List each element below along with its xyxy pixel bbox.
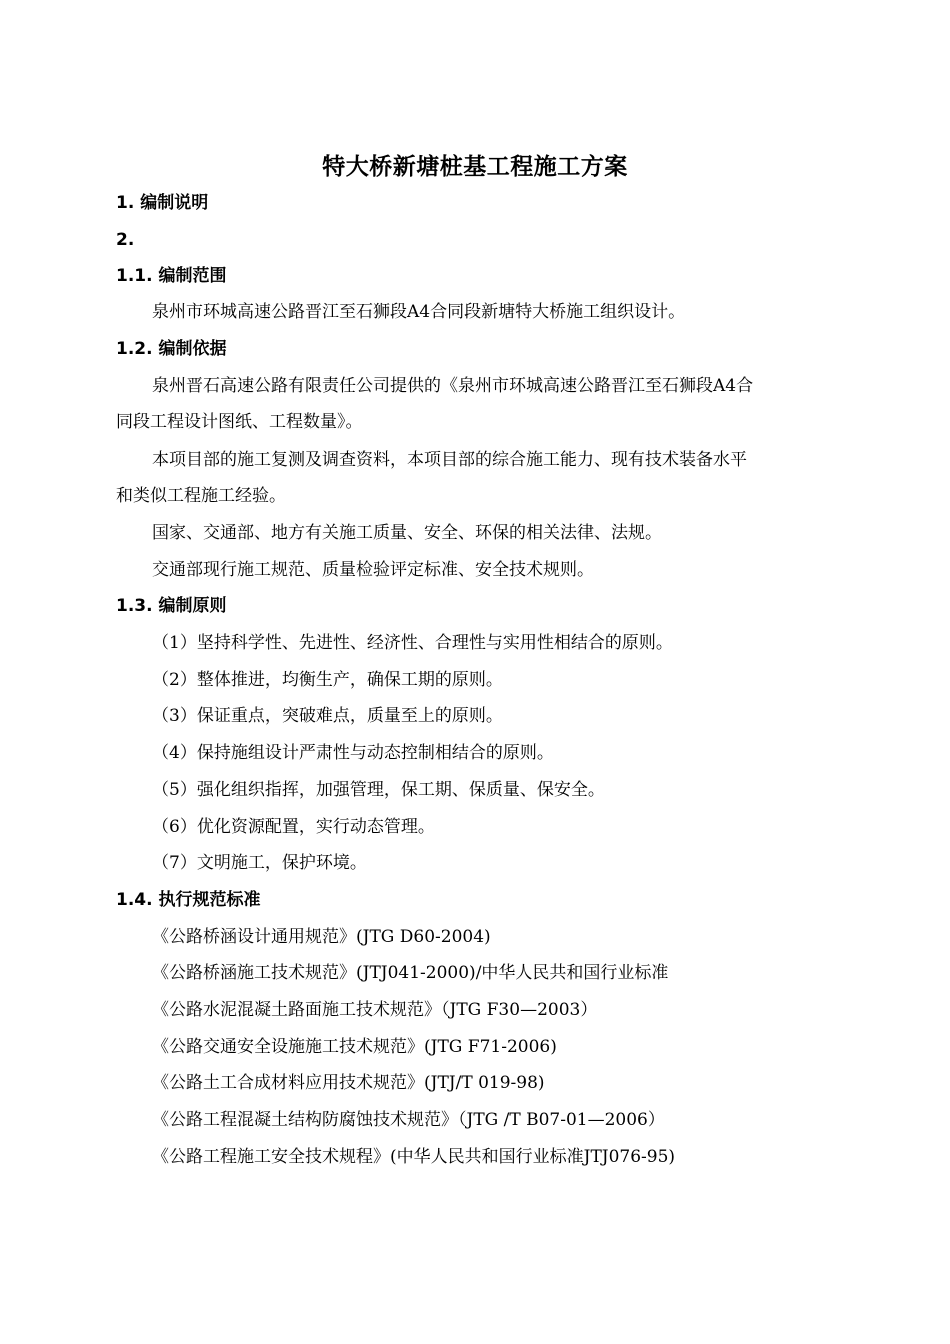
heading-1-3: 1.3. 编制原则 — [116, 596, 227, 616]
paragraph-line: 泉州市环城高速公路晋江至石狮段A4合同段新塘特大桥施工组织设计。 — [152, 302, 686, 322]
paragraph-line: 和类似工程施工经验。 — [116, 486, 286, 506]
standard-item: 《公路交通安全设施施工技术规范》(JTG F71-2006) — [152, 1037, 557, 1057]
paragraph-line: 泉州晋石高速公路有限责任公司提供的《泉州市环城高速公路晋江至石狮段A4合 — [152, 376, 754, 396]
list-item: （1）坚持科学性、先进性、经济性、合理性与实用性相结合的原则。 — [152, 633, 673, 653]
list-item: （2）整体推进，均衡生产，确保工期的原则。 — [152, 670, 503, 690]
heading-1: 1. 编制说明 — [116, 193, 209, 213]
standard-item: 《公路桥涵施工技术规范》(JTJ041-2000)/中华人民共和国行业标准 — [152, 963, 669, 983]
heading-1-2: 1.2. 编制依据 — [116, 339, 227, 359]
paragraph-line: 国家、交通部、地方有关施工质量、安全、环保的相关法律、法规。 — [152, 523, 662, 543]
paragraph-line: 同段工程设计图纸、工程数量》。 — [116, 412, 363, 432]
paragraph-line: 交通部现行施工规范、质量检验评定标准、安全技术规则。 — [152, 560, 594, 580]
list-item: （5）强化组织指挥，加强管理，保工期、保质量、保安全。 — [152, 780, 605, 800]
paragraph-line: 本项目部的施工复测及调查资料，本项目部的综合施工能力、现有技术装备水平 — [152, 450, 747, 470]
document-title: 特大桥新塘桩基工程施工方案 — [322, 154, 628, 180]
standard-item: 《公路水泥混凝土路面施工技术规范》（JTG F30—2003） — [152, 1000, 598, 1020]
list-item: （3）保证重点，突破难点，质量至上的原则。 — [152, 706, 503, 726]
heading-1-4: 1.4. 执行规范标准 — [116, 890, 261, 910]
list-item: （6）优化资源配置，实行动态管理。 — [152, 817, 435, 837]
standard-item: 《公路桥涵设计通用规范》(JTG D60-2004) — [152, 927, 491, 947]
list-item: （7）文明施工，保护环境。 — [152, 853, 367, 873]
standard-item: 《公路工程施工安全技术规程》(中华人民共和国行业标准JTJ076-95) — [152, 1147, 676, 1167]
heading-1-1: 1.1. 编制范围 — [116, 266, 227, 286]
standard-item: 《公路土工合成材料应用技术规范》(JTJ/T 019-98) — [152, 1073, 545, 1093]
standard-item: 《公路工程混凝土结构防腐蚀技术规范》（JTG /T B07-01—2006） — [152, 1110, 665, 1130]
heading-2: 2. — [116, 230, 135, 250]
list-item: （4）保持施组设计严肃性与动态控制相结合的原则。 — [152, 743, 554, 763]
